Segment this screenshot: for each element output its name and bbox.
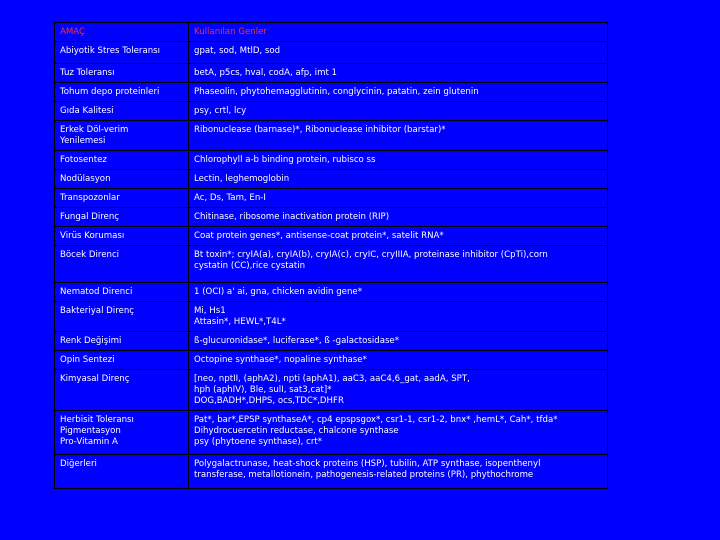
genes-text: 1 (OCI) a' ai, gna, chicken avidin gene* (194, 287, 362, 297)
purpose-text: Transpozonlar (60, 193, 120, 203)
header-genes: Kullanılan Genler (189, 23, 608, 42)
genes-text: Chitinase, ribosome inactivation protein (RIP) (194, 212, 390, 222)
genes-cell (189, 246, 608, 283)
genes-cell (189, 121, 608, 151)
purpose-cell (55, 332, 189, 351)
genes-cell (189, 370, 608, 411)
table-row (55, 121, 608, 151)
genes-text: Lectin, leghemoglobin (194, 174, 290, 184)
purpose-text: Tohum depo proteinleri (60, 87, 160, 97)
table-row (55, 302, 608, 332)
purpose-cell (55, 455, 189, 489)
genes-cell (189, 227, 608, 246)
table-row (55, 83, 608, 102)
purpose-cell (55, 121, 189, 151)
genes-text: Polygalactrunase, heat-shock proteins (HSP), tubilin, ATP synthase, isopenthenyl transferase, metallotionein, pathogenesis-related proteins (PR), phythochrome (194, 459, 541, 480)
genes-text: psy, crtl, lcy (194, 106, 247, 116)
table-row (55, 455, 608, 489)
purpose-cell (55, 83, 189, 102)
purpose-text: Renk Değişimi (60, 336, 122, 346)
table-row (55, 189, 608, 208)
genes-text: Ribonuclease (barnase)*, Ribonuclease inhibitor (barstar)* (194, 125, 446, 135)
genes-text: Octopine synthase*, nopaline synthase* (194, 355, 367, 365)
gene-table (54, 22, 608, 489)
purpose-text: Abiyotik Stres Toleransı (60, 46, 161, 56)
table-row (55, 411, 608, 455)
purpose-cell (55, 302, 189, 332)
purpose-text: Herbisit Toleransı Pigmentasyon Pro-Vitamin A (60, 415, 134, 447)
genes-cell (189, 83, 608, 102)
table-row (55, 227, 608, 246)
genes-text: Chlorophyll a-b binding protein, rubisco ss (194, 155, 376, 165)
purpose-text: Nodülasyon (60, 174, 111, 184)
purpose-cell (55, 208, 189, 227)
genes-text: Pat*, bar*,EPSP synthaseA*, cp4 epspsgox*, csr1-1, csr1-2, bnx* ,hemL*, Cah*, tfda* Dihydrocuercetin reductase, chalcone synthase psy (phytoene synthase), crt* (194, 415, 558, 447)
purpose-cell (55, 283, 189, 302)
header-purpose: AMAÇ (55, 23, 189, 42)
genes-cell (189, 42, 608, 64)
purpose-cell (55, 370, 189, 411)
purpose-text: Böcek Direnci (60, 250, 120, 260)
purpose-text: Bakteriyal Direnç (60, 306, 134, 316)
purpose-cell (55, 246, 189, 283)
table-row (55, 283, 608, 302)
purpose-cell (55, 189, 189, 208)
genes-cell (189, 283, 608, 302)
genes-cell (189, 208, 608, 227)
genes-cell (189, 351, 608, 370)
genes-text: Ac, Ds, Tam, En-I (194, 193, 266, 203)
table-row (55, 64, 608, 83)
table-row (55, 370, 608, 411)
table-row (55, 170, 608, 189)
purpose-text: Opin Sentezi (60, 355, 115, 365)
purpose-cell (55, 42, 189, 64)
genes-text: Bt toxin*; cryIA(a), cryIA(b), cryIA(c), cryIC, cryIIIA, proteinase inhibitor (CpTi),corn cystatin (CC),rice cystatin (194, 250, 548, 271)
genes-cell (189, 189, 608, 208)
table-row (55, 102, 608, 121)
genes-cell (189, 411, 608, 455)
genes-cell (189, 302, 608, 332)
genes-text: ß-glucuronidase*, luciferase*, ß -galactosidase* (194, 336, 400, 346)
table-row (55, 208, 608, 227)
genes-cell (189, 455, 608, 489)
genes-cell (189, 170, 608, 189)
genes-text: Mi, Hs1 Attasin*, HEWL*,T4L* (194, 306, 286, 327)
purpose-text: Gıda Kalitesi (60, 106, 114, 116)
table-row (55, 246, 608, 283)
genes-text: [neo, nptII, (aphA2), npti (aphA1), aaC3, aaC4,6_gat, aadA, SPT, hph (aphIV), Ble, sulI, sat3,cat]* DOG,BADH*,DHPS, ocs,TDC*,DHFR (194, 374, 470, 406)
genes-text: gpat, sod, MtlD, sod (194, 46, 281, 56)
purpose-text: Kimyasal Direnç (60, 374, 130, 384)
purpose-cell (55, 351, 189, 370)
purpose-cell (55, 64, 189, 83)
purpose-text: Fungal Direnç (60, 212, 120, 222)
table-row (55, 332, 608, 351)
purpose-text: Erkek Döl-verim Yenilemesi (60, 125, 129, 146)
purpose-cell (55, 102, 189, 121)
table-row (55, 42, 608, 64)
genes-cell (189, 151, 608, 170)
genes-cell (189, 64, 608, 83)
table-row (55, 151, 608, 170)
table-header-row (55, 23, 608, 42)
purpose-cell (55, 411, 189, 455)
purpose-text: Nematod Direnci (60, 287, 133, 297)
genes-text: betA, p5cs, hval, codA, afp, imt 1 (194, 68, 338, 78)
purpose-text: Virüs Koruması (60, 231, 125, 241)
genes-cell (189, 102, 608, 121)
genes-text: Coat protein genes*, antisense-coat protein*, satelit RNA* (194, 231, 444, 241)
purpose-cell (55, 151, 189, 170)
genes-text: Phaseolin, phytohemagglutinin, conglycinin, patatin, zein glutenin (194, 87, 479, 97)
purpose-text: Tuz Toleransı (60, 68, 115, 78)
purpose-text: Diğerleri (60, 459, 97, 469)
genes-cell (189, 332, 608, 351)
purpose-cell (55, 227, 189, 246)
table-row (55, 351, 608, 370)
purpose-text: Fotosentez (60, 155, 107, 165)
purpose-cell (55, 170, 189, 189)
